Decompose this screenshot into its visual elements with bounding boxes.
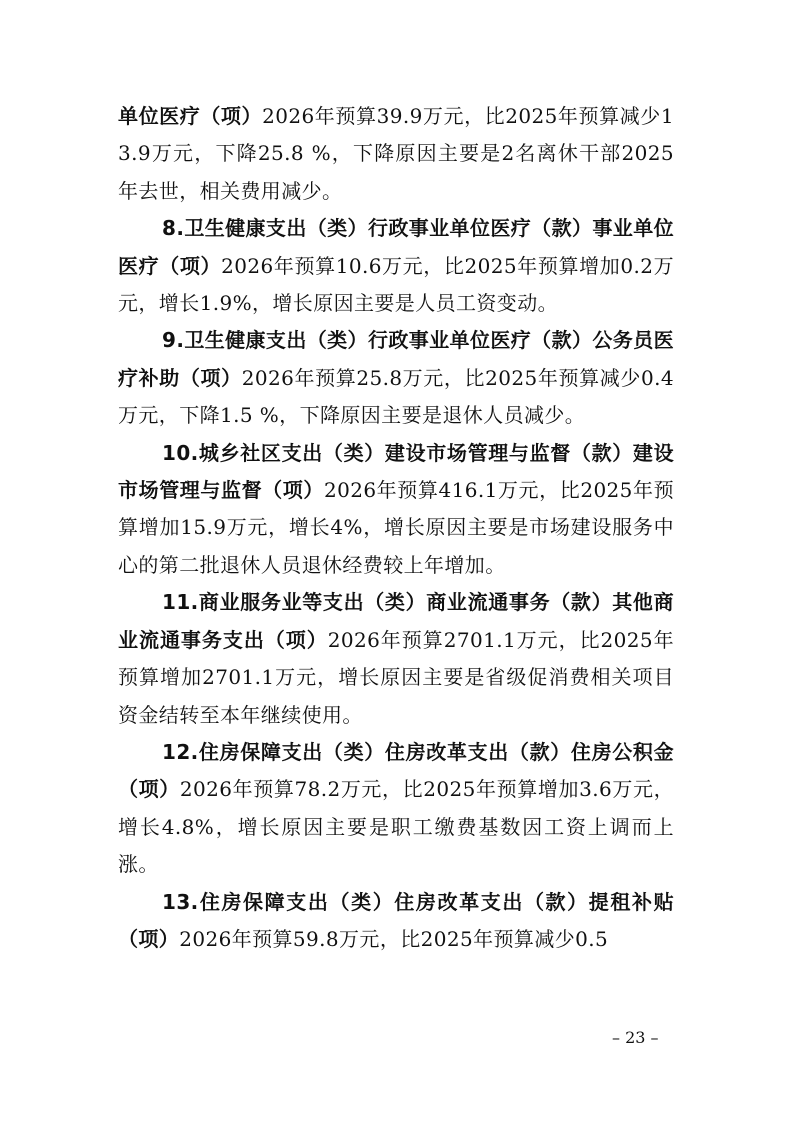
paragraph-item-9 bbox=[118, 322, 674, 434]
item-body: 2026年预算25.8万元，比2025年预算减少0.4万元，下降1.5 %，下降原因主要是退休人员减少。 bbox=[118, 365, 674, 428]
paragraph-item-8 bbox=[118, 210, 674, 322]
paragraph-item-11 bbox=[118, 584, 674, 734]
item-heading: 13.住房保障支出（类）住房改革支出（款）提租补贴（项） bbox=[118, 889, 674, 951]
item-body: 2026年预算416.1万元，比2025年预算增加15.9万元，增长4%，增长原因主要是市场建设服务中心的第二批退休人员退休经费较上年增加。 bbox=[118, 478, 675, 577]
document-body bbox=[118, 98, 674, 958]
page-number: – 23 – bbox=[612, 1028, 659, 1047]
item-body: 2026年预算59.8万元，比2025年预算减少0.5 bbox=[179, 926, 609, 951]
item-heading: 12.住房保障支出（类）住房改革支出（款）住房公积金（项） bbox=[118, 739, 674, 802]
paragraph-item-13 bbox=[118, 884, 674, 959]
item-body: 2026年预算78.2万元，比2025年预算增加3.6万元，增长4.8%，增长原因主要是职工缴费基数因工资上调而上涨。 bbox=[118, 777, 675, 877]
paragraph-item-10 bbox=[118, 435, 674, 585]
paragraph-unit-medical-continued bbox=[118, 98, 674, 210]
item-heading: 9.卫生健康支出（类）行政事业单位医疗（款）公务员医疗补助（项） bbox=[118, 328, 674, 390]
item-body: 2026年预算39.9万元，比2025年预算减少13.9万元，下降25.8 %，下降原因主要是2名离休干部2025年去世，相关费用减少。 bbox=[118, 104, 674, 203]
item-heading: 单位医疗（项） bbox=[118, 104, 263, 128]
item-body: 2026年预算10.6万元，比2025年预算增加0.2万元，增长1.9%，增长原因主要是人员工资变动。 bbox=[118, 253, 674, 316]
item-heading: 8.卫生健康支出（类）行政事业单位医疗（款）事业单位医疗（项） bbox=[118, 216, 674, 278]
item-heading: 11.商业服务业等支出（类）商业流通事务（款）其他商业流通事务支出（项） bbox=[118, 590, 674, 652]
item-body: 2026年预算2701.1万元，比2025年预算增加2701.1万元，增长原因主要是省级促消费相关项目资金结转至本年继续使用。 bbox=[118, 627, 675, 727]
item-heading: 10.城乡社区支出（类）建设市场管理与监督（款）建设市场管理与监督（项） bbox=[118, 440, 674, 503]
paragraph-item-12 bbox=[118, 734, 674, 884]
